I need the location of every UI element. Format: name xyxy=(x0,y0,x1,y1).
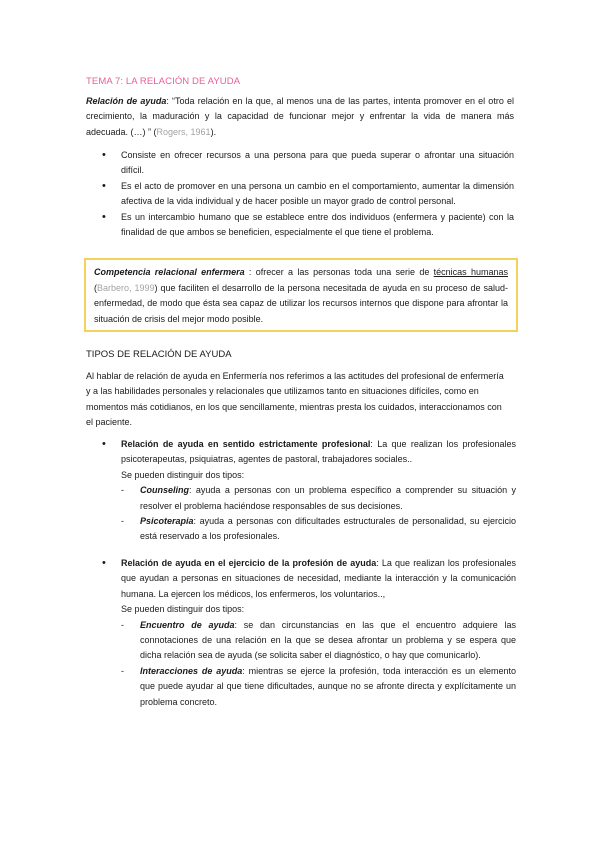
sub-text: : ayuda a personas con un problema específico a comprender su situación y resolver el problema haciéndose responsables de sus decisiones. xyxy=(140,485,516,511)
type2-sublist xyxy=(121,618,516,710)
box-underlined-term: técnicas humanas xyxy=(433,267,508,277)
list-item xyxy=(86,556,516,710)
list-item: • Es un intercambio humano que se establece entre dos individuos (enfermera y paciente) con la finalidad de que ambos se beneficien, especialmente el que tiene el problema. xyxy=(86,210,514,241)
type1-list xyxy=(86,437,516,545)
type2-label: Relación de ayuda en el ejercicio de la profesión de ayuda xyxy=(121,558,377,568)
section-paragraph: Al hablar de relación de ayuda en Enfermería nos referimos a las actitudes del profesional de enfermería y a las habilidades personales y relacionales que utilizamos tanto en situaciones difíciles, como en momentos más cotidianos, en los que sencillamente, mientras presta los cuidados, interaccionamos con el paciente. xyxy=(86,371,504,428)
type1-label: Relación de ayuda en sentido estrictamente profesional xyxy=(121,439,371,449)
box-citation: Barbero, 1999 xyxy=(97,282,155,293)
sub-list-item xyxy=(121,618,516,664)
type2-text: : La que realizan los profesionales que ayudan a personas en situaciones de necesidad, mediante la interacción y la comunicación humana. La ejercen los médicos, los enfermeros, los voluntarios.., xyxy=(121,558,516,599)
page-title: TEMA 7: LA RELACIÓN DE AYUDA xyxy=(86,76,241,87)
type1-sublist xyxy=(121,483,516,545)
intro-end: ). xyxy=(210,126,217,137)
sub-term: Interacciones de ayuda xyxy=(140,665,243,676)
sub-list-item xyxy=(121,483,516,514)
box-term: Competencia relacional enfermera xyxy=(94,267,245,277)
sub-list-item xyxy=(121,514,516,545)
intro-term: Relación de ayuda xyxy=(86,96,167,106)
sub-term: Counseling xyxy=(140,485,189,496)
type1-text: : La que realizan los profesionales psicoterapeutas, psiquiatras, agentes de pastoral, trabajadores sociales.. xyxy=(121,439,516,465)
list-item xyxy=(86,437,516,545)
sub-text: : se dan circunstancias en las que el encuentro adquiere las connotaciones de una relación en la que se desea afrontar un problema y se espera que dicha relación sea de ayuda (se solicita saber el diagnóstico, o hay que comunicarlo). xyxy=(140,619,516,661)
definition-bullet-list xyxy=(86,148,514,240)
type2-sub-intro: Se pueden distinguir dos tipos: xyxy=(121,604,245,615)
section-heading: TIPOS DE RELACIÓN DE AYUDA xyxy=(86,349,232,360)
intro-definition xyxy=(86,94,514,140)
highlight-box xyxy=(84,258,518,332)
intro-citation: Rogers, 1961 xyxy=(156,126,211,137)
list-item: • Consiste en ofrecer recursos a una persona para que pueda superar o afrontar una situación difícil. xyxy=(86,148,514,179)
type1-sub-intro: Se pueden distinguir dos tipos: xyxy=(121,469,245,480)
type2-list xyxy=(86,556,516,710)
sub-list-item xyxy=(121,664,516,710)
box-text xyxy=(94,265,508,327)
list-item: • Es el acto de promover en una persona un cambio en el comportamiento, aumentar la dimensión afectiva de la vida individual y de hacer posible un mayor grado de control personal. xyxy=(86,179,514,210)
box-text-3: ) que faciliten el desarrollo de la persona necesitada de ayuda en su proceso de salud-enfermedad, de modo que ésta sea capaz de utilizar los recursos internos que dispone para afrontar la situación de crisis del mejor modo posible. xyxy=(94,282,508,324)
sub-term: Psicoterapia xyxy=(140,516,194,527)
sub-text: : ayuda a personas con dificultades estructurales de personalidad, su ejercicio está reservado a los profesionales. xyxy=(140,516,516,542)
box-text-2: ( xyxy=(94,282,97,293)
sub-text: : mientras se ejerce la profesión, toda interacción es un elemento que puede ayudar al que tiene dificultades, aunque no se afronte directa y explícitamente un problema concreto. xyxy=(140,665,516,707)
box-text-1: : ofrecer a las personas toda una serie de xyxy=(244,267,434,277)
intro-text: : “Toda relación en la que, al menos una de las partes, intenta promover en el otro el crecimiento, la maduración y la capacidad de funcionar mejor y enfrentar la vida de manera más adecuada. (…) ” ( xyxy=(86,96,514,137)
sub-term: Encuentro de ayuda xyxy=(140,619,235,630)
